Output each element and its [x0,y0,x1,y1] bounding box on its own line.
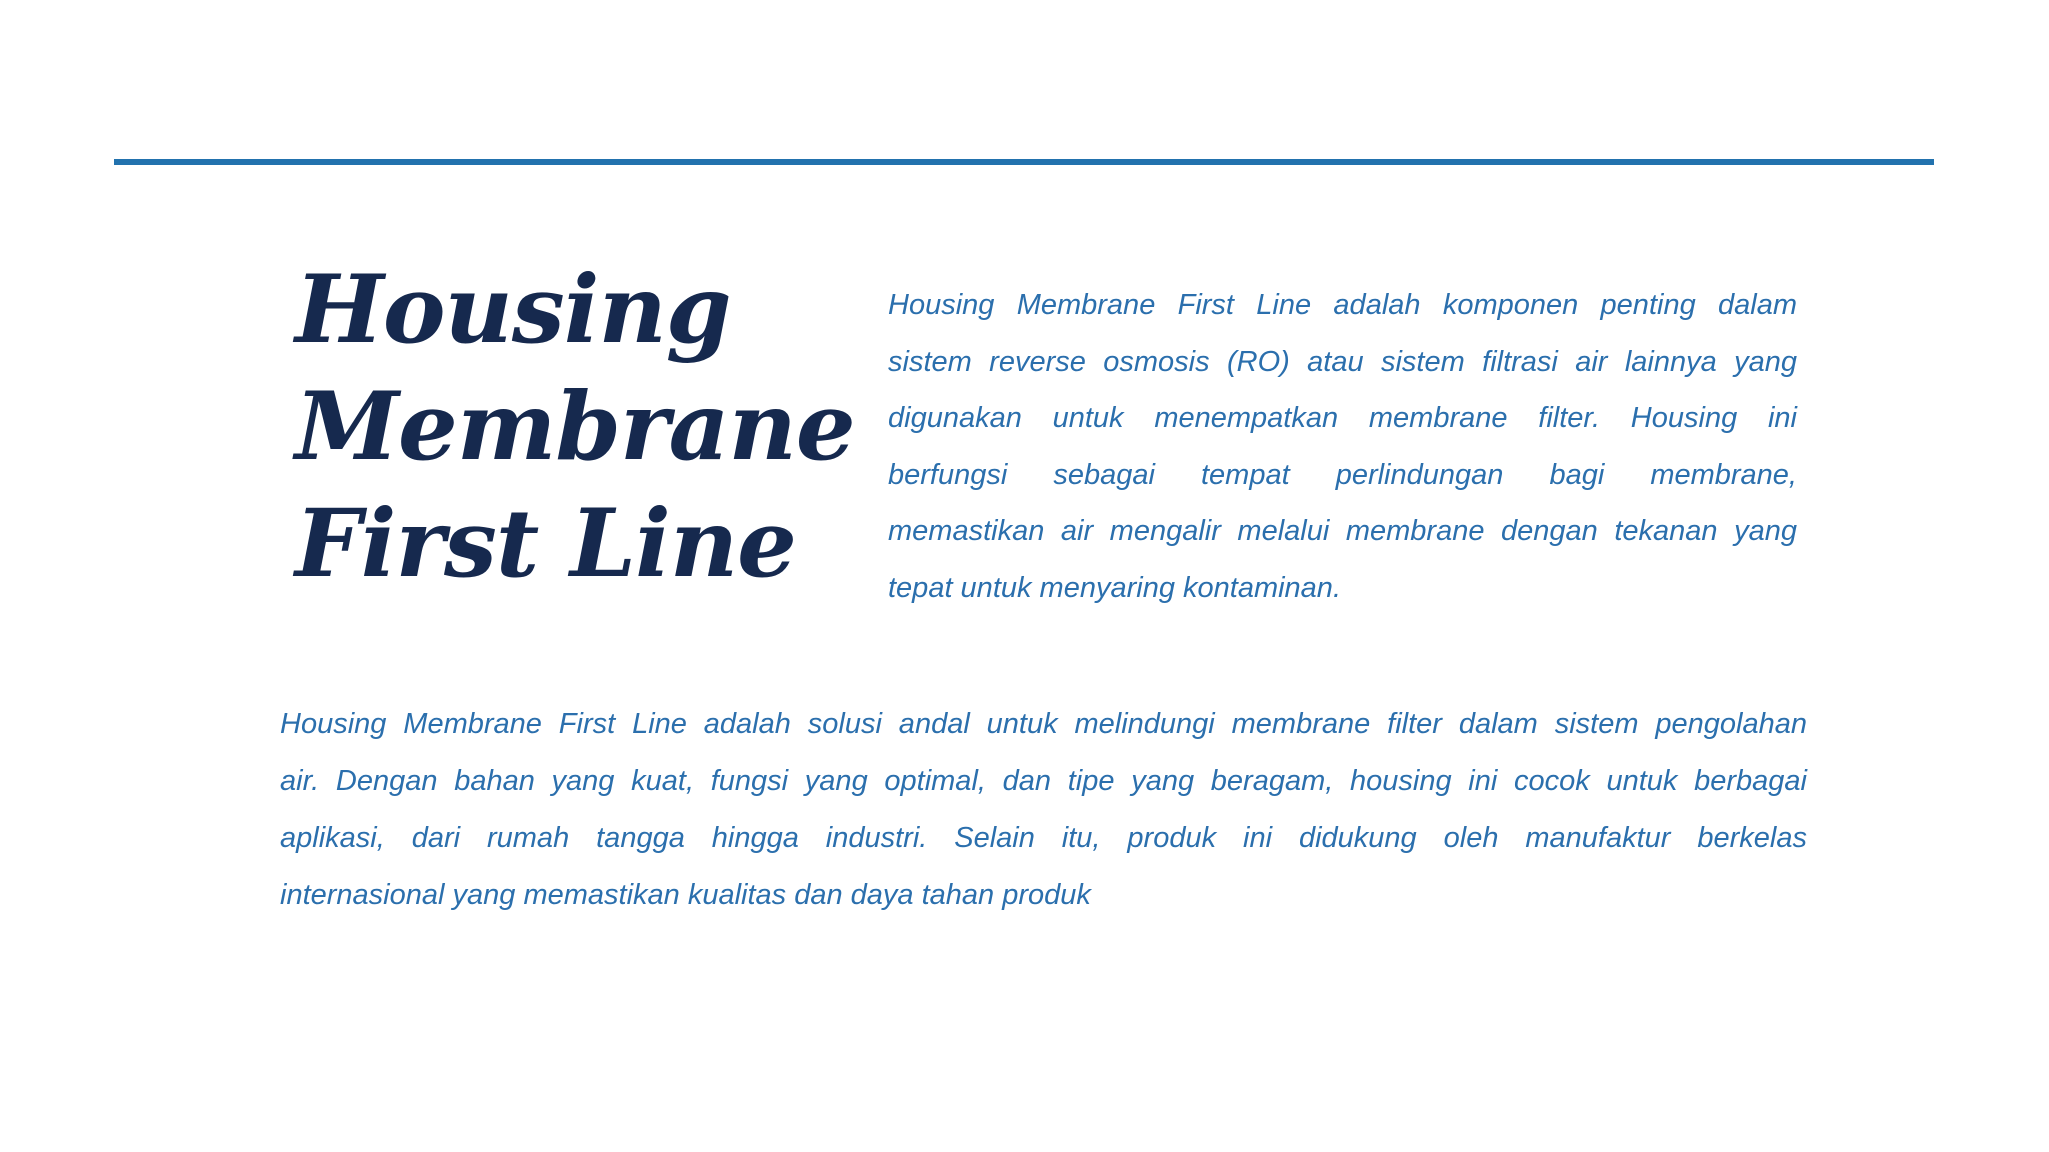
intro-line: memastikan air mengalir melalui membrane dengan tekanan yang [888,515,1797,547]
intro-paragraph [888,277,1797,616]
title-line: First Line [295,489,796,599]
page-title [295,252,855,603]
intro-line: digunakan untuk menempatkan membrane filter. Housing ini [888,402,1797,434]
summary-line: Housing Membrane First Line adalah solusi andal untuk melindungi membrane filter dalam sistem pengolahan [280,708,1807,740]
top-divider-rule [114,159,1934,165]
intro-line: berfungsi sebagai tempat perlindungan bagi membrane, [888,458,1797,491]
title-line: Housing [295,255,731,365]
summary-line: aplikasi, dari rumah tangga hingga industri. Selain itu, produk ini didukung oleh manufaktur berkelas [280,822,1807,854]
summary-line: internasional yang memastikan kualitas dan daya tahan produk [280,879,1091,911]
summary-paragraph [280,696,1807,924]
intro-line: sistem reverse osmosis (RO) atau sistem filtrasi air lainnya yang [888,345,1797,378]
summary-line: air. Dengan bahan yang kuat, fungsi yang optimal, dan tipe yang beragam, housing ini cocok untuk berbagai [280,765,1807,797]
intro-line: tepat untuk menyaring kontaminan. [888,571,1341,604]
title-line: Membrane [295,372,855,482]
intro-line: Housing Membrane First Line adalah komponen penting dalam [888,289,1797,321]
